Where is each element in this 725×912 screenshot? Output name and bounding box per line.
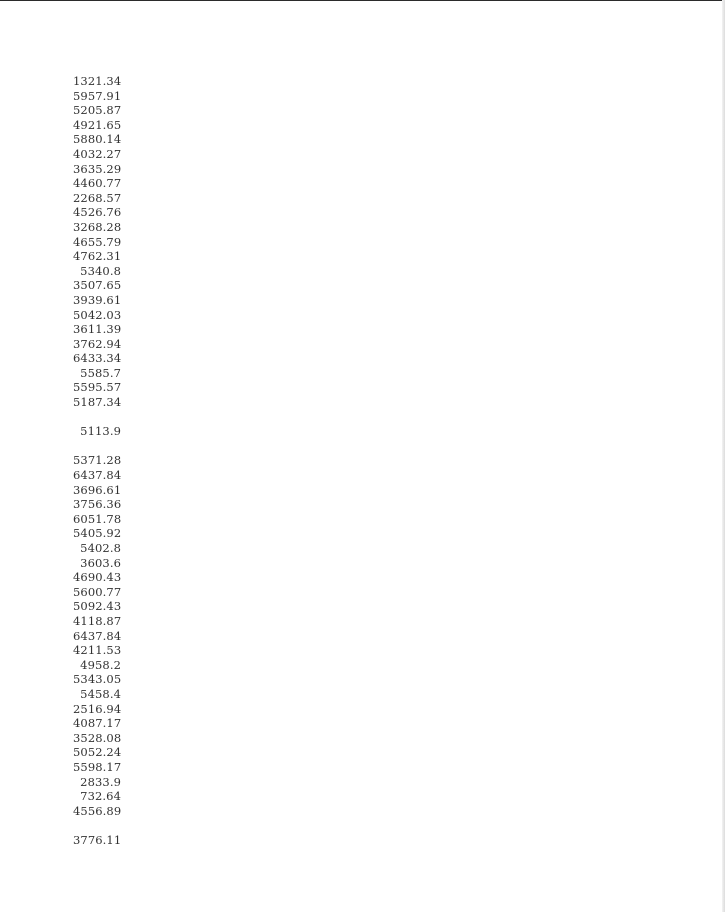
- value-cell: 5205.87: [73, 103, 122, 118]
- value-cell: 2268.57: [73, 190, 122, 205]
- value-cell: 5113.9: [80, 424, 121, 439]
- value-cell: 2516.94: [73, 701, 122, 716]
- value-cell: 4460.77: [73, 176, 122, 191]
- value-cell: 4118.87: [73, 613, 122, 628]
- value-cell: 1321.34: [73, 74, 122, 88]
- value-column: [73, 74, 121, 847]
- value-cell: 4556.89: [73, 803, 122, 818]
- value-cell: 4921.65: [73, 117, 122, 132]
- value-cell: 5371.28: [73, 453, 122, 468]
- value-cell: 3696.61: [73, 482, 122, 497]
- value-cell: 5343.05: [73, 672, 122, 687]
- value-cell: 5187.34: [73, 395, 122, 410]
- value-cell: 5880.14: [73, 132, 122, 147]
- value-cell: 5600.77: [73, 584, 122, 599]
- value-cell: 4032.27: [73, 146, 122, 161]
- value-cell: 5092.43: [73, 599, 122, 614]
- value-cell: 5405.92: [73, 526, 122, 541]
- value-cell: 4087.17: [73, 716, 122, 731]
- value-cell: 5052.24: [73, 745, 122, 760]
- value-cell: 3635.29: [73, 161, 122, 176]
- value-cell: 5402.8: [80, 541, 121, 555]
- value-cell: 3776.11: [73, 832, 122, 847]
- value-cell: 3268.28: [73, 219, 122, 234]
- value-cell: 3507.65: [73, 278, 122, 293]
- value-cell: 3762.94: [73, 336, 122, 351]
- value-cell: 3939.61: [73, 292, 122, 307]
- value-cell: 5595.57: [73, 380, 122, 395]
- value-cell: 4690.43: [73, 570, 122, 585]
- value-cell: 4526.76: [73, 205, 122, 220]
- value-cell: 3611.39: [73, 322, 122, 337]
- value-cell: 4211.53: [73, 643, 122, 658]
- top-border-line: [0, 0, 725, 1]
- value-cell: 3603.6: [80, 555, 121, 570]
- value-cell: 732.64: [80, 789, 121, 804]
- value-cell: 4655.79: [73, 234, 122, 249]
- value-cell: 5042.03: [73, 307, 122, 322]
- value-cell: 4762.31: [73, 249, 122, 264]
- value-cell: 6051.78: [73, 511, 122, 526]
- value-cell: 4958.2: [80, 657, 121, 672]
- value-cell: 3756.36: [73, 497, 122, 512]
- value-cell: 2833.9: [80, 774, 121, 789]
- value-cell: 5598.17: [73, 759, 122, 774]
- value-cell: 5458.4: [80, 686, 121, 701]
- value-cell: 5585.7: [80, 365, 121, 380]
- value-cell: 5957.91: [73, 88, 122, 103]
- value-cell: 3528.08: [73, 730, 122, 745]
- value-cell: 6437.84: [73, 468, 122, 483]
- value-cell: 6433.34: [73, 351, 122, 366]
- value-cell: 5340.8: [80, 263, 121, 278]
- value-cell: 6437.84: [73, 628, 122, 643]
